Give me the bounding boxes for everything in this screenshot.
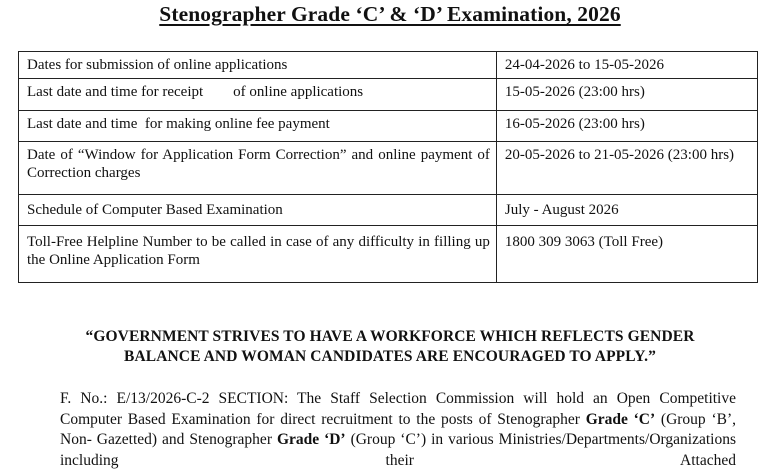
slogan-line: “GOVERNMENT STRIVES TO HAVE A WORKFORCE WHICH REFLECTS GENDER — [85, 328, 695, 345]
schedule-label: Date of “Window for Application Form Correction” and online payment of Correction charges — [19, 142, 497, 195]
table-row — [19, 226, 758, 283]
schedule-value: 15-05-2026 (23:00 hrs) — [496, 79, 757, 111]
paragraph-text: (Group ‘B’, Non- Gazetted) and Stenographer — [60, 410, 736, 448]
gender-balance-slogan — [0, 327, 780, 367]
schedule-label: Toll-Free Helpline Number to be called in case of any difficulty in filling up the Online Application Form — [19, 226, 497, 283]
table-row — [19, 79, 758, 111]
table-row — [19, 111, 758, 142]
schedule-value: July - August 2026 — [496, 195, 757, 226]
schedule-label: Schedule of Computer Based Examination — [19, 195, 497, 226]
slogan-line: BALANCE AND WOMAN CANDIDATES ARE ENCOURAGED TO APPLY.” — [124, 348, 656, 365]
grade-d-text: Grade ‘D’ — [276, 431, 346, 448]
table-row — [19, 195, 758, 226]
schedule-label: Last date and time for making online fee payment — [19, 111, 497, 142]
table-row — [19, 142, 758, 195]
schedule-value: 1800 309 3063 (Toll Free) — [496, 226, 757, 283]
schedule-value: 24-04-2026 to 15-05-2026 — [496, 52, 757, 79]
schedule-table — [18, 51, 758, 283]
schedule-label: Last date and time for receipt of online applications — [19, 79, 497, 111]
table-row — [19, 52, 758, 79]
paragraph-text: F. No.: E/13/2026-C-2 SECTION: The Staff Selection Commission will hold an Open Competitive Computer Based Examination for direct recruitment to the posts of Stenographer — [60, 390, 736, 428]
notice-paragraph — [60, 389, 736, 471]
schedule-label: Dates for submission of online applications — [19, 52, 497, 79]
schedule-value: 20-05-2026 to 21-05-2026 (23:00 hrs) — [496, 142, 757, 195]
grade-c-text: Grade ‘C’ — [585, 410, 656, 428]
schedule-value: 16-05-2026 (23:00 hrs) — [496, 111, 757, 142]
notice-title: Stenographer Grade ‘C’ & ‘D’ Examination, 2026 — [159, 2, 621, 26]
paragraph-text: (Group ‘C’) in various Ministries/Departments/Organizations including their Attached — [60, 431, 736, 469]
